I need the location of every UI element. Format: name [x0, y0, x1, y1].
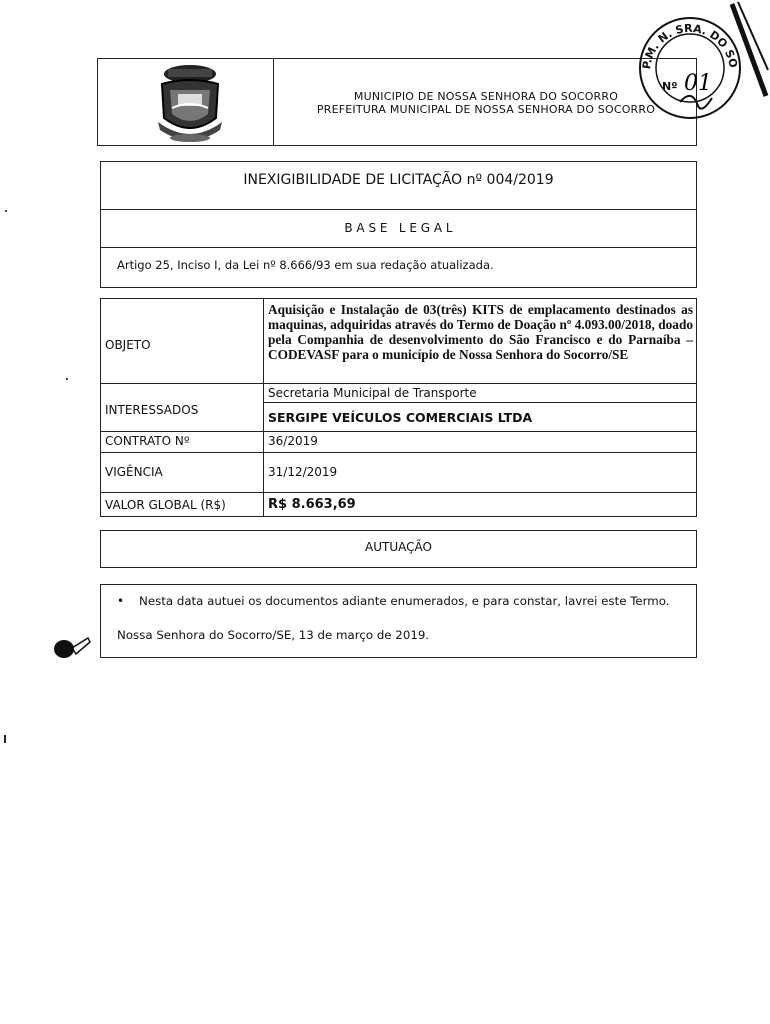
table-column-divider [263, 298, 264, 517]
interessados-label: INTERESSADOS [105, 403, 199, 417]
scan-speck [4, 735, 6, 743]
scan-speck [66, 378, 68, 380]
ink-mark-icon [52, 634, 92, 662]
header-line2: PREFEITURA MUNICIPAL DE NOSSA SENHORA DO SOCORRO [316, 103, 656, 116]
row-divider [100, 452, 697, 453]
row-divider [100, 431, 697, 432]
header-line1: MUNICIPIO DE NOSSA SENHORA DO SOCORRO [353, 90, 619, 103]
protocol-stamp [632, 10, 742, 122]
valor-value: R$ 8.663,69 [268, 497, 356, 512]
document-title: INEXIGIBILIDADE DE LICITAÇÃO nº 004/2019 [243, 172, 554, 188]
scan-speck [5, 210, 7, 212]
interessados-value-2: SERGIPE VEÍCULOS COMERCIAIS LTDA [268, 410, 533, 425]
row-divider [100, 383, 697, 384]
base-legal-divider [100, 247, 697, 248]
objeto-label: OBJETO [105, 338, 151, 352]
autuacao-bullet: • [117, 594, 125, 608]
title-divider [100, 209, 697, 210]
contrato-label: CONTRATO Nº [105, 434, 190, 448]
stamp-ring-text: P.M. N. SRA. DO SO [640, 21, 740, 70]
row-divider [100, 492, 697, 493]
place-date: Nossa Senhora do Socorro/SE, 13 de março de 2019. [117, 628, 430, 642]
stamp-number-label: Nº [662, 80, 678, 93]
coat-of-arms-icon [150, 60, 230, 146]
corner-mark [728, 0, 770, 110]
objeto-value: Aquisição e Instalação de 03(três) KITS de emplacamento destinados as maquinas, adquiridas através do Termo de Doação nº 4.093.00/2018, doado pela Companhia de desenvolvimento do São Francisco e do Parnaíba – CODEVASF para o município de Nossa Senhora do Socorro/SE [268, 302, 693, 362]
interessados-value-1: Secretaria Municipal de Transporte [268, 386, 477, 400]
valor-label: VALOR GLOBAL (R$) [105, 498, 226, 512]
autuacao-heading: AUTUAÇÃO [365, 540, 432, 554]
row-divider [263, 402, 697, 403]
autuacao-text [117, 594, 687, 609]
base-legal-heading: B A S E L E G A L [344, 221, 453, 235]
base-legal-text: Artigo 25, Inciso I, da Lei nº 8.666/93 em sua redação atualizada. [117, 258, 494, 272]
vigencia-value: 31/12/2019 [268, 465, 338, 479]
stamp-number-value: 01 [684, 71, 712, 96]
vigencia-label: VIGÊNCIA [105, 465, 163, 479]
autuacao-text-content: Nesta data autuei os documentos adiante enumerados, e para constar, lavrei este Termo. [139, 594, 670, 608]
contrato-value: 36/2019 [268, 434, 318, 448]
header-divider [273, 58, 274, 146]
